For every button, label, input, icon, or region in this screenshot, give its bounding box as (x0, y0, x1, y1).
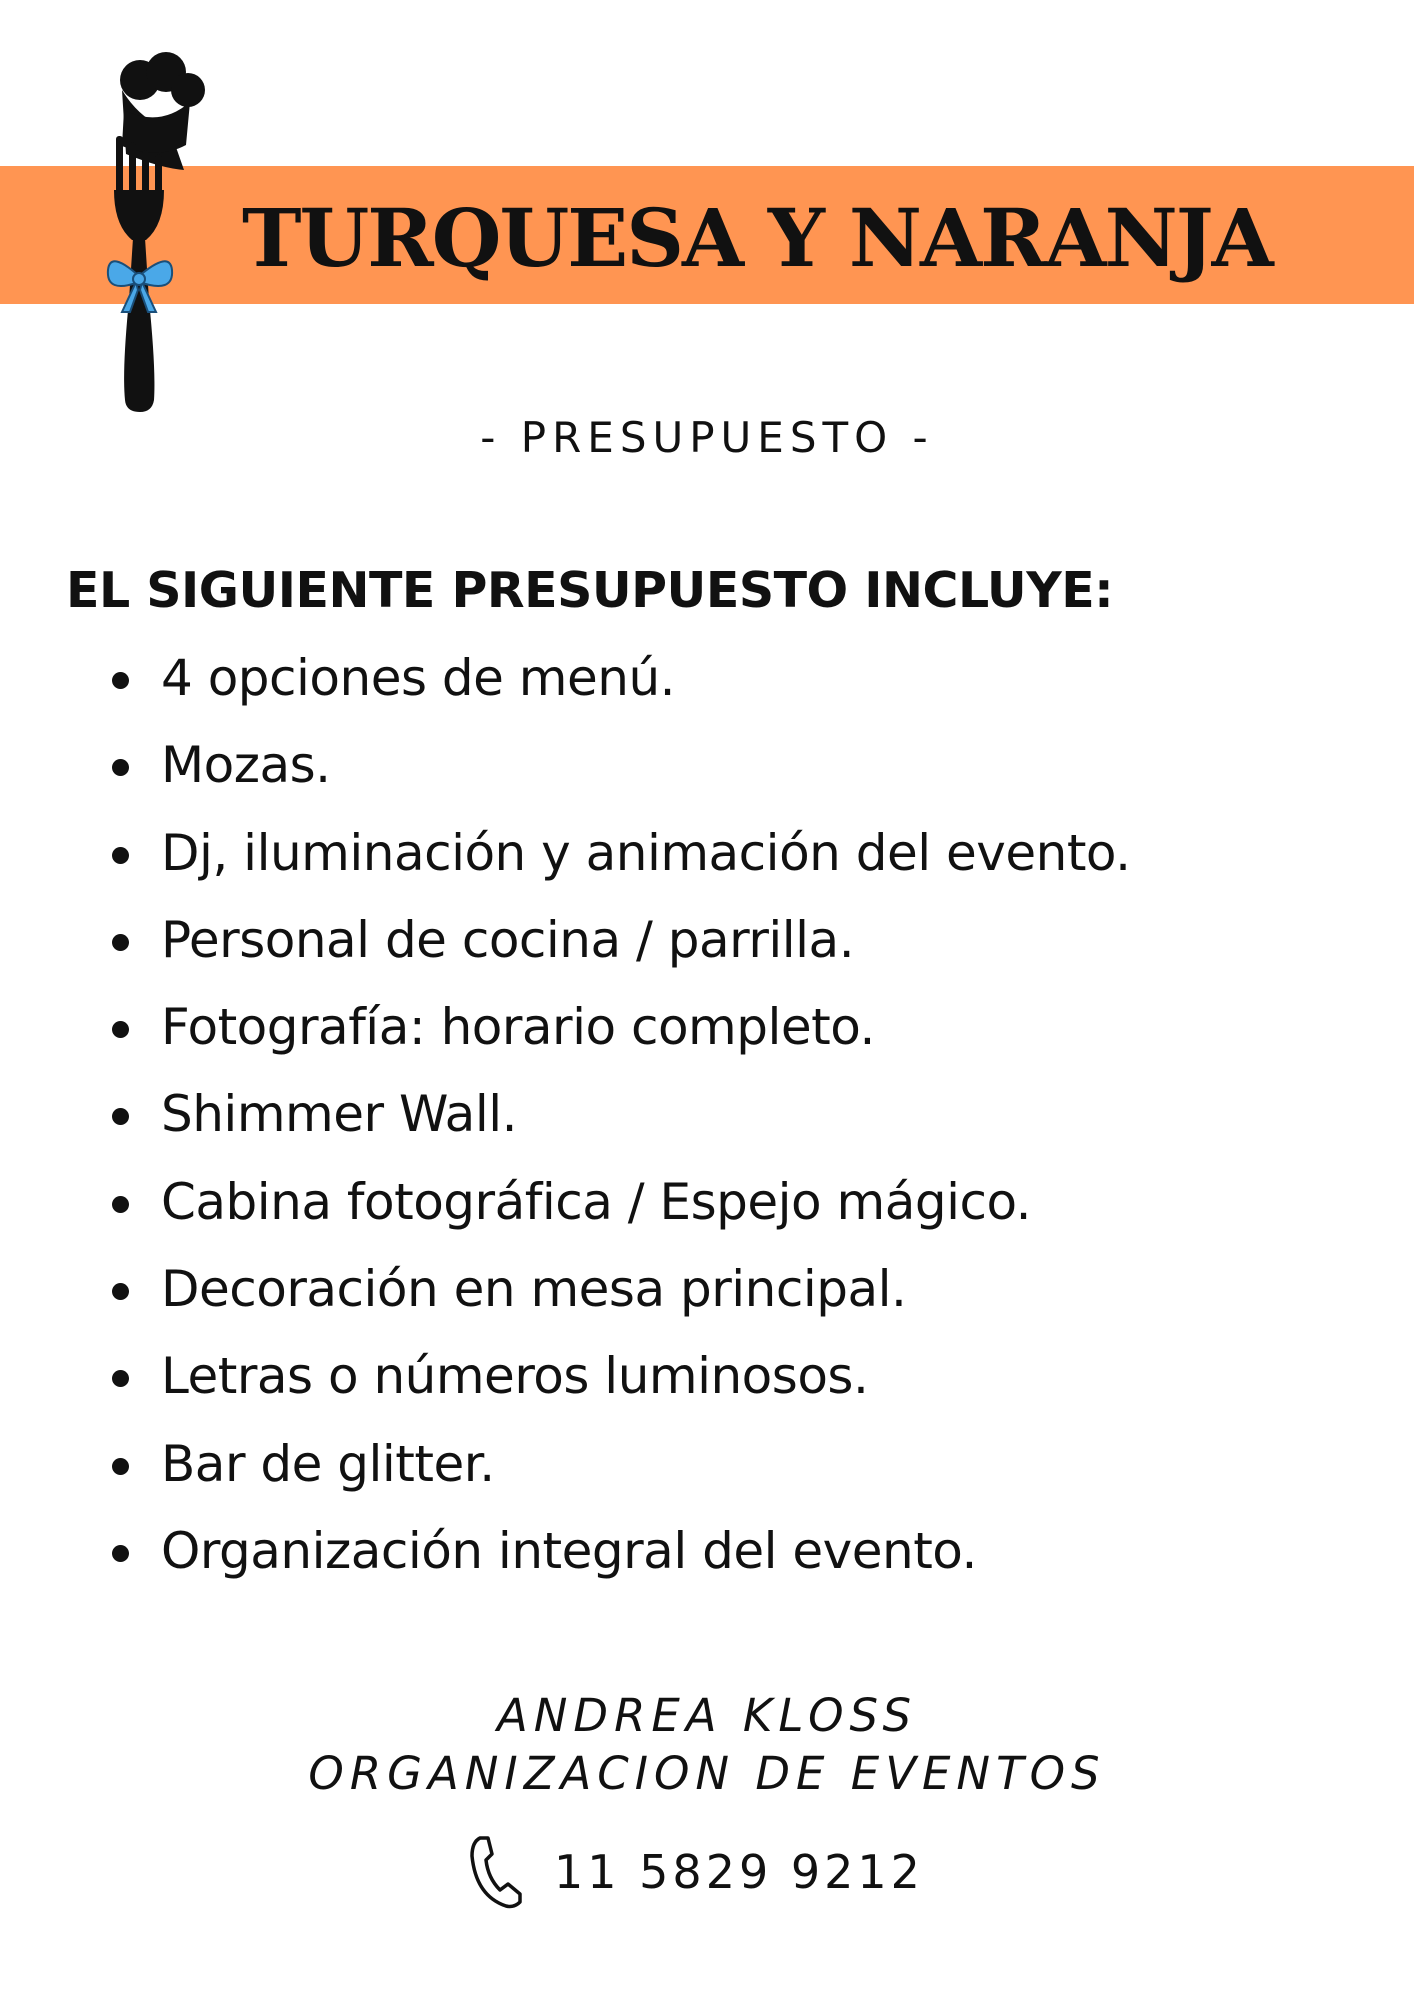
list-item-text: Decoración en mesa principal. (161, 1260, 907, 1319)
bullet-icon (112, 1283, 129, 1300)
bullet-icon (112, 847, 129, 864)
bullet-icon (112, 1021, 129, 1038)
brand-title: TURQUESA Y NARANJA (242, 191, 1272, 285)
list-item-text: Bar de glitter. (161, 1434, 495, 1493)
phone-contact[interactable] (466, 1832, 924, 1912)
bullet-icon (112, 1458, 129, 1475)
list-item (0, 730, 1414, 817)
bullet-icon (112, 672, 129, 689)
document-subtitle: - PRESUPUESTO - (480, 413, 934, 462)
phone-number[interactable]: 11 5829 9212 (554, 1845, 924, 1899)
bullet-icon (112, 1370, 129, 1387)
bullet-icon (112, 1545, 129, 1562)
list-item (0, 1516, 1414, 1603)
list-item-text: Organización integral del evento. (161, 1521, 977, 1580)
bullet-icon (112, 759, 129, 776)
list-item-text: Dj, iluminación y animación del evento. (161, 823, 1131, 882)
list-item (0, 905, 1414, 992)
bullet-icon (112, 1108, 129, 1125)
list-item-text: Letras o números luminosos. (161, 1347, 869, 1406)
bullet-icon (112, 934, 129, 951)
list-item (0, 818, 1414, 905)
bullet-icon (112, 1196, 129, 1213)
list-item-text: Mozas. (161, 736, 331, 795)
list-item (0, 643, 1414, 730)
list-item (0, 1429, 1414, 1516)
list-item (0, 1079, 1414, 1166)
included-items-list (0, 643, 1414, 1603)
list-item (0, 992, 1414, 1079)
list-item-text: Shimmer Wall. (161, 1085, 517, 1144)
list-item-text: 4 opciones de menú. (161, 649, 676, 707)
phone-icon (466, 1834, 524, 1910)
organizer-name: ANDREA KLOSS (496, 1689, 918, 1742)
list-item (0, 1167, 1414, 1254)
list-item-text: Personal de cocina / parrilla. (161, 910, 855, 969)
organizer-tagline: ORGANIZACION DE EVENTOS (308, 1747, 1106, 1800)
list-item-text: Fotografía: horario completo. (161, 998, 875, 1057)
list-item (0, 1254, 1414, 1341)
fork-chef-hat-bow-icon (100, 50, 210, 415)
includes-heading: EL SIGUIENTE PRESUPUESTO INCLUYE: (66, 562, 1114, 619)
list-item (0, 1341, 1414, 1428)
list-item-text: Cabina fotográfica / Espejo mágico. (161, 1172, 1032, 1231)
